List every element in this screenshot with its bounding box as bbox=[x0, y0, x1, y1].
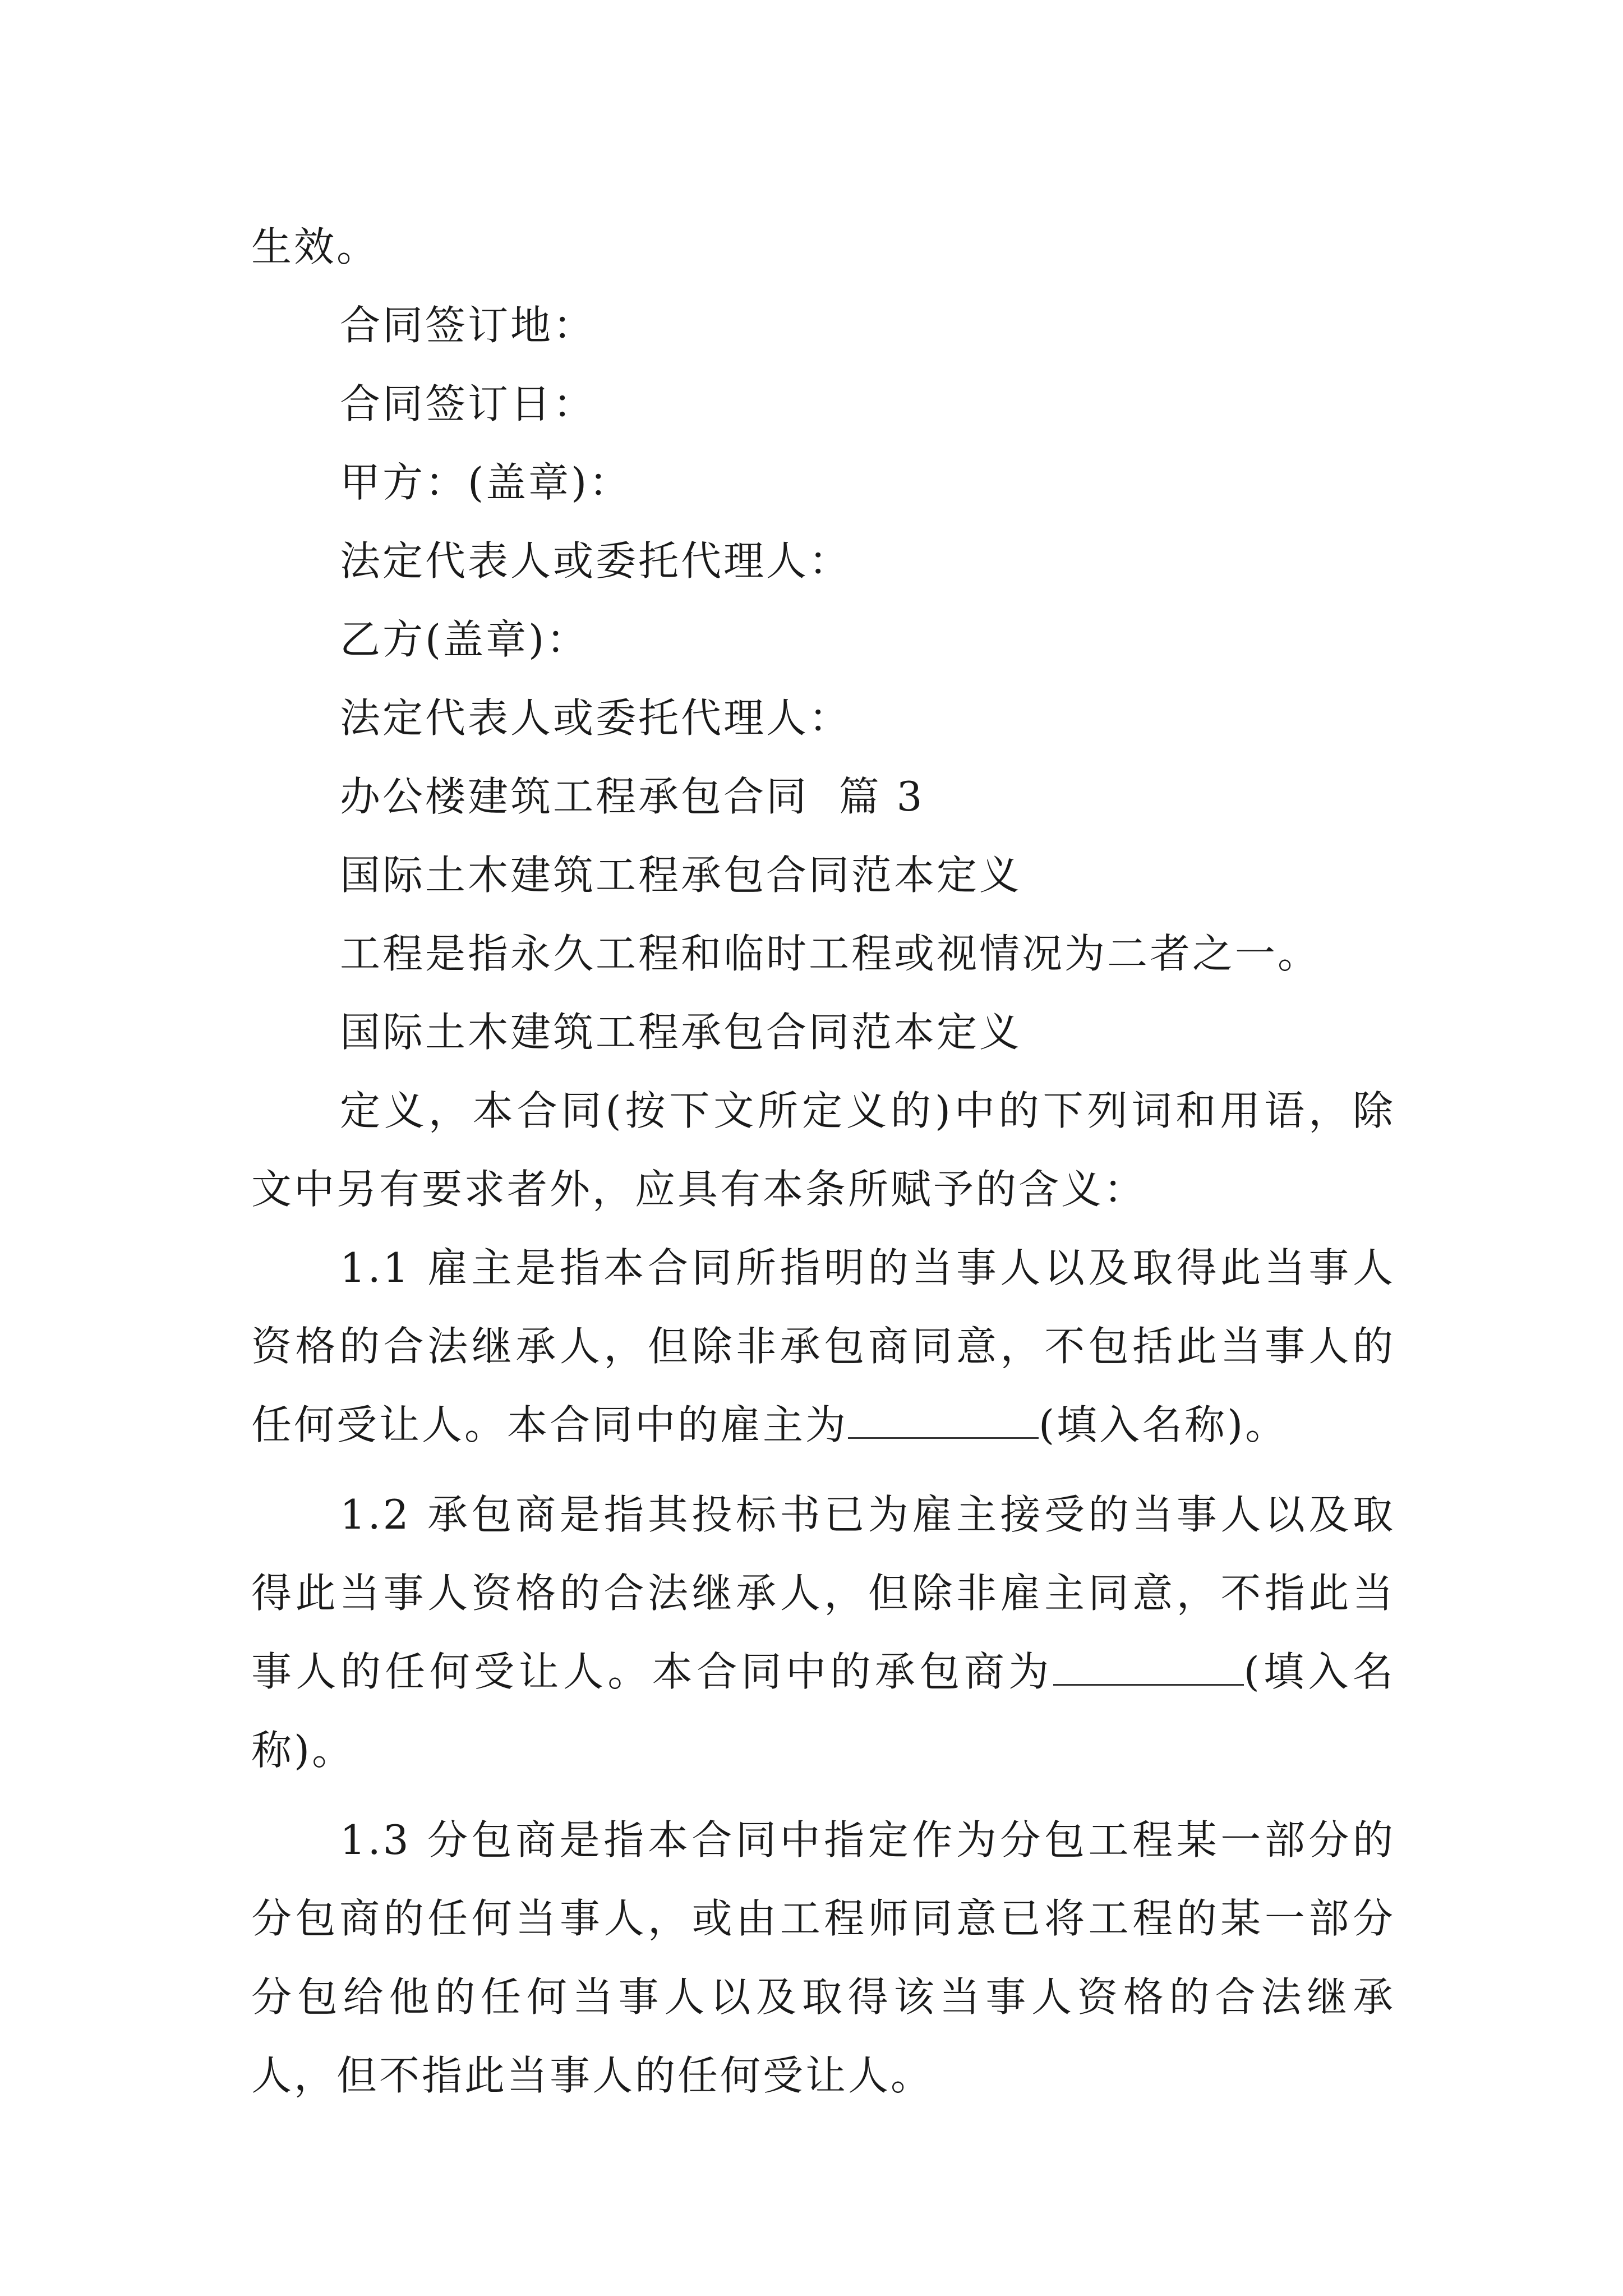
subheading: 国际土木建筑工程承包合同范本定义 bbox=[340, 1009, 1022, 1056]
signing-place-label: 合同签订地： bbox=[340, 302, 596, 349]
fill-in-blank bbox=[1053, 1650, 1244, 1686]
section-heading: 办公楼建筑工程承包合同 篇 3 bbox=[340, 773, 925, 820]
text-line: 生效。 bbox=[251, 223, 380, 270]
clause-text: (填入名称)。 bbox=[251, 1648, 1395, 1774]
clause-text: (填入名称)。 bbox=[1039, 1401, 1288, 1448]
party-a-representative-label: 法定代表人或委托代理人： bbox=[340, 537, 852, 585]
clause-text: 1.1 雇主是指本合同所指明的当事人以及取得此当事人资格的合法继承人，但除非承包商同意，不包括此当事人的任何受让人。本合同中的雇主为 bbox=[251, 1244, 1395, 1448]
clause-1-3: 1.3 分包商是指本合同中指定作为分包工程某一部分的分包商的任何当事人，或由工程师同意已将工程的某一部分分包给他的任何当事人以及取得该当事人资格的合法继承人，但不指此当事人的任何受让人。 bbox=[251, 1816, 1395, 2099]
party-b-representative-label: 法定代表人或委托代理人： bbox=[340, 694, 852, 742]
subheading: 国际土木建筑工程承包合同范本定义 bbox=[340, 852, 1022, 899]
document-page bbox=[251, 208, 1395, 2115]
fill-in-blank bbox=[848, 1404, 1039, 1439]
party-a-seal-label: 甲方：(盖章)： bbox=[340, 459, 632, 506]
party-b-seal-label: 乙方(盖章)： bbox=[340, 616, 589, 663]
clause-1-2 bbox=[251, 1475, 1395, 1789]
signing-date-label: 合同签订日： bbox=[340, 380, 596, 427]
definition-paragraph: 定义，本合同(按下文所定义的)中的下列词和用语，除文中另有要求者外，应具有本条所赋予的含义： bbox=[251, 1087, 1395, 1213]
text-line: 工程是指永久工程和临时工程或视情况为二者之一。 bbox=[340, 930, 1321, 977]
clause-text: 1.2 承包商是指其投标书已为雇主接受的当事人以及取得此当事人资格的合法继承人，但除非雇主同意，不指此当事人的任何受让人。本合同中的承包商为 bbox=[251, 1491, 1395, 1695]
clause-1-1 bbox=[251, 1228, 1395, 1464]
